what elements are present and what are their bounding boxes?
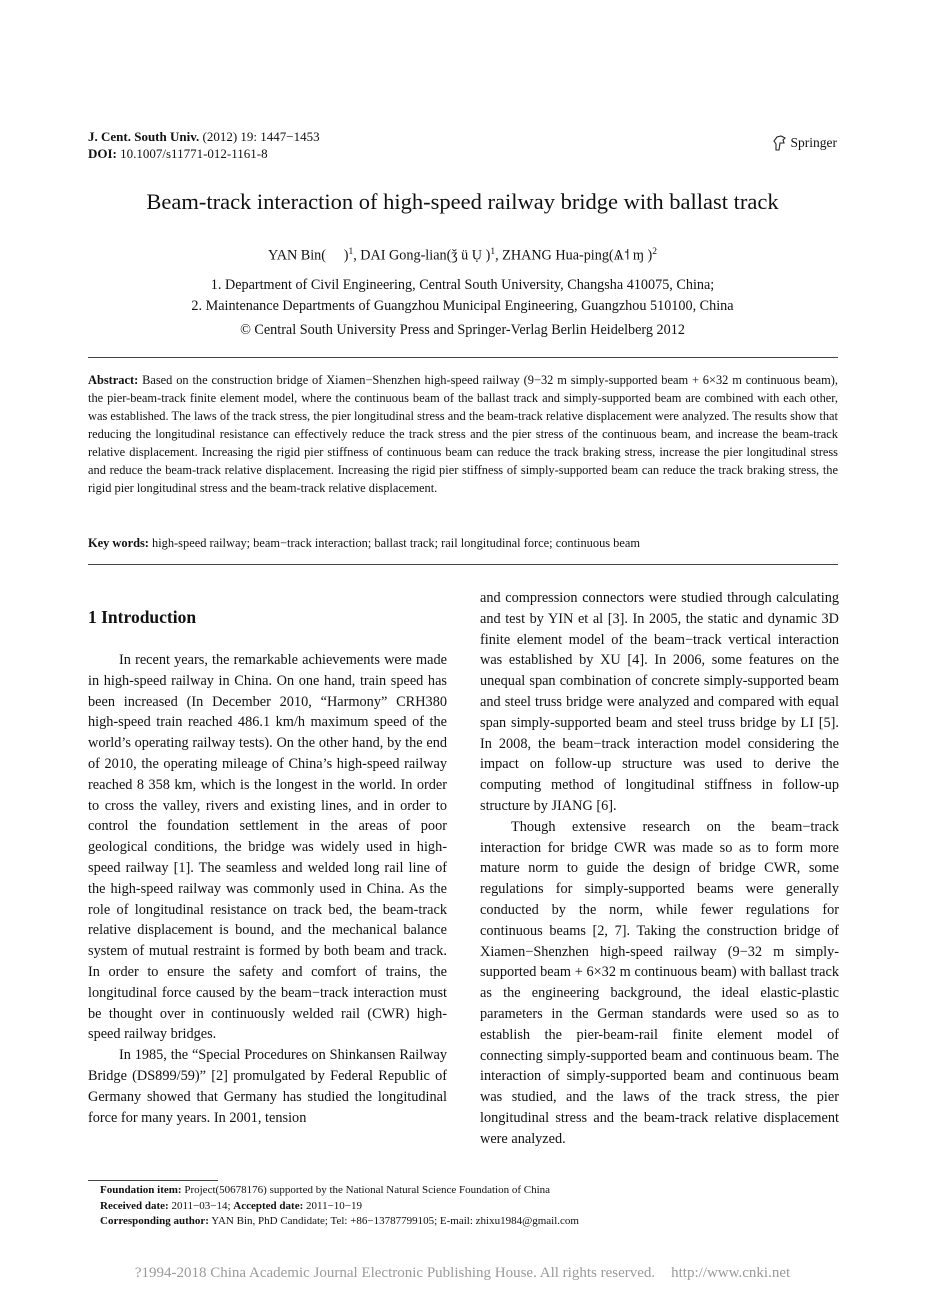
paper-title: Beam-track interaction of high-speed railway bridge with ballast track bbox=[146, 189, 779, 214]
corresponding-text: YAN Bin, PhD Candidate; Tel: +86−13787799105; E-mail: zhixu1984@gmail.com bbox=[208, 1215, 579, 1227]
journal-name: J. Cent. South Univ. bbox=[88, 129, 200, 144]
accepted-label: Accepted date: bbox=[233, 1199, 304, 1212]
left-column bbox=[88, 650, 447, 1128]
journal-citation bbox=[88, 128, 320, 145]
affiliation-2: 2. Maintenance Departments of Guangzhou Municipal Engineering, Guangzhou 510100, China bbox=[191, 298, 734, 314]
author-2: , DAI Gong-lian(ǯ ü Ụ ) bbox=[353, 247, 491, 264]
copyright-notice: © Central South University Press and Springer-Verlag Berlin Heidelberg 2012 bbox=[240, 322, 685, 338]
divider-top bbox=[88, 357, 838, 358]
received-label: Received date: bbox=[100, 1199, 169, 1212]
foundation-text: Project(50678176) supported by the National Natural Science Foundation of China bbox=[181, 1184, 551, 1196]
section-heading: 1 Introduction bbox=[88, 607, 197, 627]
foundation-label: Foundation item: bbox=[100, 1184, 182, 1196]
author-2-affil: 1 bbox=[490, 247, 496, 257]
footnotes bbox=[100, 1183, 579, 1230]
watermark-url[interactable]: http://www.cnki.net bbox=[671, 1265, 791, 1281]
doi-label: DOI: bbox=[88, 146, 117, 161]
author-line bbox=[0, 242, 925, 266]
right-column bbox=[480, 588, 839, 1150]
springer-horse-icon bbox=[773, 135, 787, 151]
paragraph: In recent years, the remarkable achievements were made in high-speed railway in China. On one hand, train speed has been increased (In December 2010, “Harmony” CRH380 high-speed train reached 486.1 km/h maximum speed of the world’s operating railway tests). On the other hand, by the end of 2010, the operating mileage of China’s high-speed railway reached 8 358 km, which is the longest in the world. In order to cross the valley, rivers and existing lines, and in order to control the foundation settlement in the areas of poor geological conditions, the bridge was widely used in high-speed railway [1]. The seamless and welded long rail line of the high-speed railway was commonly used in China. As the role of longitudinal resistance on track bed, the beam-track relative displacement is bound, and the mechanical balance system of mutual restraint is formed by both beam and track. In order to ensure the safety and comfort of trains, the longitudinal force caused by the beam−track interaction must be thought over in continuously welded rail (CWR) high-speed railway bridges. bbox=[88, 652, 447, 1043]
paragraph: Though extensive research on the beam−track interaction for bridge CWR was made so as to form more mature norm to guide the design of bridge CWR, some regulations for simply-supported beams were generally conducted by the norm, while fewer regulations for continuous beams [2, 7]. Taking the construction bridge of Xiamen−Shenzhen high-speed railway (9−32 m simply-supported beam + 6×32 m continuous beam) with ballast track as the engineering background, the ideal elastic-plastic parameters in the German standards were used so as to establish the pier-beam-rail finite element model of connecting simply-supported beam and continuous beam. The interaction of simply-supported beam and continuous beam was studied, and the laws of the track stress, the pier longitudinal stress and the beam-track relative displacement were analyzed. bbox=[480, 818, 839, 1147]
author-3: , ZHANG Hua-ping(Ѧ˦ ɱ ) bbox=[495, 247, 653, 264]
abstract-text: Based on the construction bridge of Xiamen−Shenzhen high-speed railway (9−32 m simply-supported beam + 6×32 m continuous beam), the pier-beam-track finite element model, where the continuous beam of the ballast track and simply-supported beam are combined with each other, was established. The laws of the track stress, the pier longitudinal stress and the beam-track relative displacement were analyzed. The results show that reducing the longitudinal resistance can effectively reduce the track stress and the pier stress of the continuous beam, and increase the beam-track relative displacement. Increasing the rigid pier stiffness of continuous beam can reduce the track braking stress, increase the pier longitudinal stress and reduce the beam-track relative displacement. Increasing the rigid pier stiffness of simply-supported beam can reduce the track braking stress, the rigid pier longitudinal stress and the beam-track relative displacement. bbox=[88, 373, 838, 495]
publisher-name: Springer bbox=[790, 135, 837, 150]
paragraph: In 1985, the “Special Procedures on Shinkansen Railway Bridge (DS899/59)” [2] promulgated by Federal Republic of Germany showed that Germany has studied the longitudinal force for many years. In 2001, tension bbox=[88, 1047, 447, 1126]
foundation-item bbox=[100, 1183, 579, 1199]
doi-line bbox=[88, 145, 320, 162]
watermark-text: ?1994-2018 China Academic Journal Electronic Publishing House. All rights reserved. bbox=[134, 1265, 656, 1281]
paragraph: and compression connectors were studied through calculating and test by YIN et al [3]. In 2005, the static and dynamic 3D finite element model of the beam−track vertical interaction was established by XU [4]. In 2006, some features on the unequal span combination of concrete simply-supported beam and steel truss bridge were analyzed and compared with equal span simply-supported beam and steel truss bridge by LI [5]. In 2008, the beam−track interaction model considering the impact on follow-up structure was used to derive the computing method of longitudinal stiffness in follow-up structure by JIANG [6]. bbox=[480, 590, 839, 814]
journal-issue: (2012) 19: 1447−1453 bbox=[199, 129, 320, 144]
divider-bottom bbox=[88, 564, 838, 565]
affiliation-1: 1. Department of Civil Engineering, Central South University, Changsha 410075, China; bbox=[210, 277, 715, 293]
author-3-affil: 2 bbox=[652, 247, 657, 257]
received-value: 2011−03−14; bbox=[168, 1199, 234, 1212]
keywords-label: Key words: bbox=[88, 536, 149, 550]
corresponding-author bbox=[100, 1214, 579, 1230]
author-1-affil: 1 bbox=[348, 247, 354, 257]
dates bbox=[100, 1199, 579, 1215]
affiliations bbox=[0, 275, 925, 317]
doi-value[interactable]: 10.1007/s11771-012-1161-8 bbox=[116, 146, 268, 161]
abstract bbox=[88, 371, 838, 497]
accepted-value: 2011−10−19 bbox=[303, 1199, 362, 1212]
abstract-label: Abstract: bbox=[88, 373, 139, 387]
keywords bbox=[88, 534, 838, 552]
cnki-watermark bbox=[0, 1265, 925, 1282]
corresponding-label: Corresponding author: bbox=[100, 1215, 209, 1227]
journal-header bbox=[88, 128, 320, 162]
footnote-rule bbox=[88, 1180, 218, 1181]
publisher-logo bbox=[773, 135, 838, 151]
author-1: YAN Bin( ) bbox=[268, 247, 349, 264]
keywords-text: high-speed railway; beam−track interaction; ballast track; rail longitudinal force; continuous beam bbox=[148, 536, 641, 550]
